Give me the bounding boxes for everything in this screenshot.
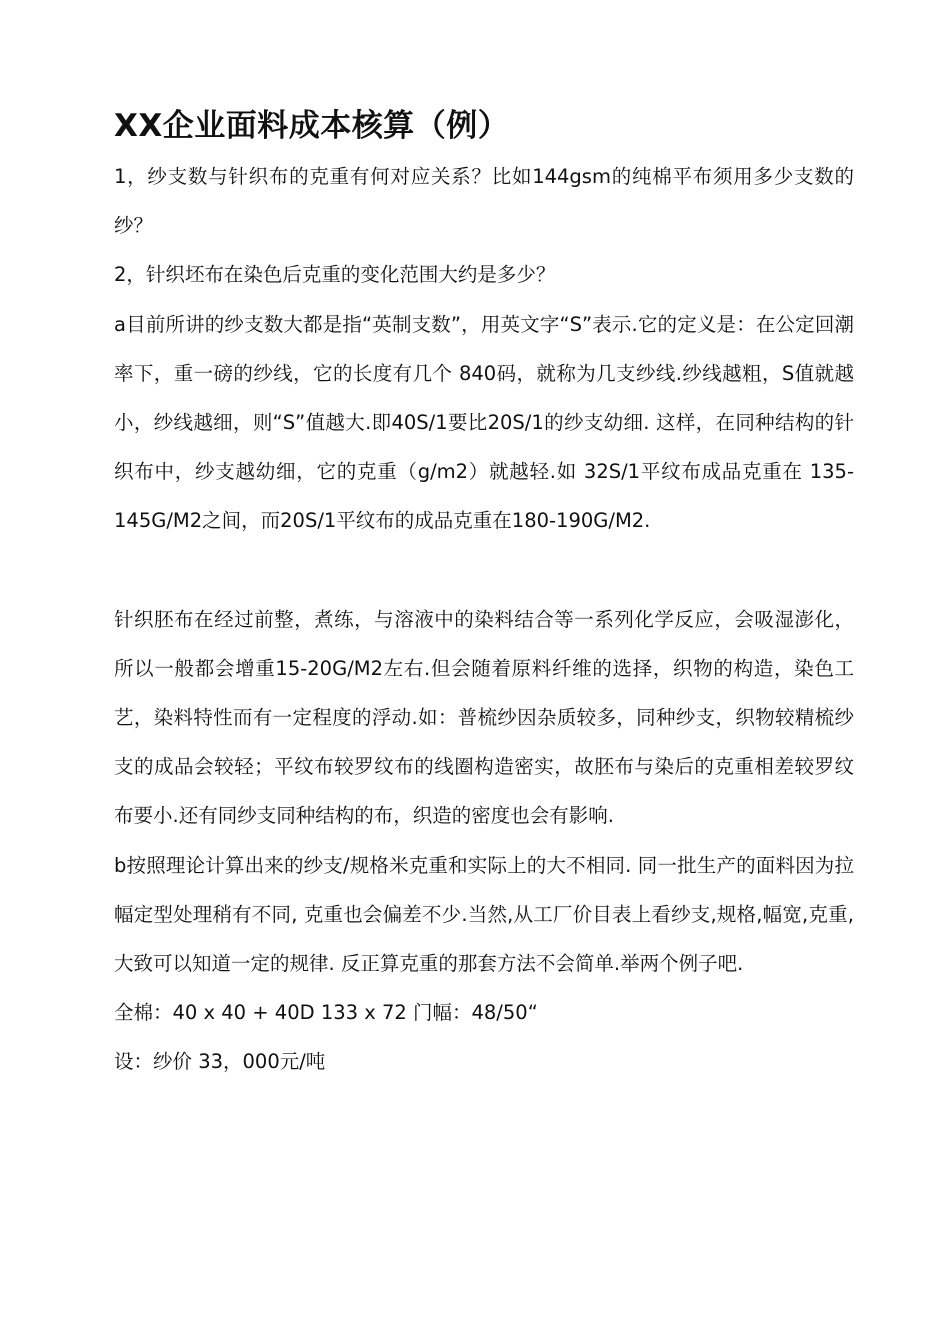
answer-a-paragraph: a目前所讲的纱支数大都是指“英制支数”，用英文字“S”表示.它的定义是：在公定回潮率下，重一磅的纱线，它的长度有几个 840码，就称为几支纱线.纱线越粗，S值就越小，纱线越细，则“S”值越大.即40S/1要比20S/1的纱支幼细. 这样，在同种结构的针织布中，纱支越幼细，它的克重（g/m2）就越轻.如 32S/1平纹布成品克重在 135-145G/M2之间，而20S/1平纹布的成品克重在180-190G/M2. xyxy=(114,312,854,533)
document-title: XX企业面料成本核算（例） xyxy=(114,108,510,144)
question-2-paragraph: 2，针织坯布在染色后克重的变化范围大约是多少？ xyxy=(114,263,556,287)
dyeing-weight-paragraph: 针织胚布在经过前整，煮练，与溶液中的染料结合等一系列化学反应，会吸湿澎化，所以一般都会增重15-20G/M2左右.但会随着原料纤维的选择，织物的构造，染色工艺，染料特性而有一定程度的浮动.如：普梳纱因杂质较多，同种纱支，织物较精梳纱支的成品会较轻；平纹布较罗纹布的线圈构造密实，故胚布与染后的克重相差较罗纹布要小.还有同纱支同种结构的布，织造的密度也会有影响. xyxy=(114,607,854,828)
question-1-paragraph: 1，纱支数与针织布的克重有何对应关系？比如144gsm的纯棉平布须用多少支数的纱？ xyxy=(114,165,854,238)
fabric-spec-line: 全棉：40 x 40 + 40D 133 x 72 门幅：48/50“ xyxy=(114,1001,538,1025)
yarn-price-line: 设：纱价 33，000元/吨 xyxy=(114,1050,326,1074)
answer-b-paragraph: b按照理论计算出来的纱支/规格米克重和实际上的大不相同. 同一批生产的面料因为拉幅定型处理稍有不同, 克重也会偏差不少.当然,从工厂价目表上看纱支,规格,幅宽,克重, 大致可以知道一定的规律. 反正算克重的那套方法不会简单.举两个例子吧. xyxy=(114,853,854,976)
document-body xyxy=(114,102,854,1087)
paragraph-spacer xyxy=(114,546,854,595)
